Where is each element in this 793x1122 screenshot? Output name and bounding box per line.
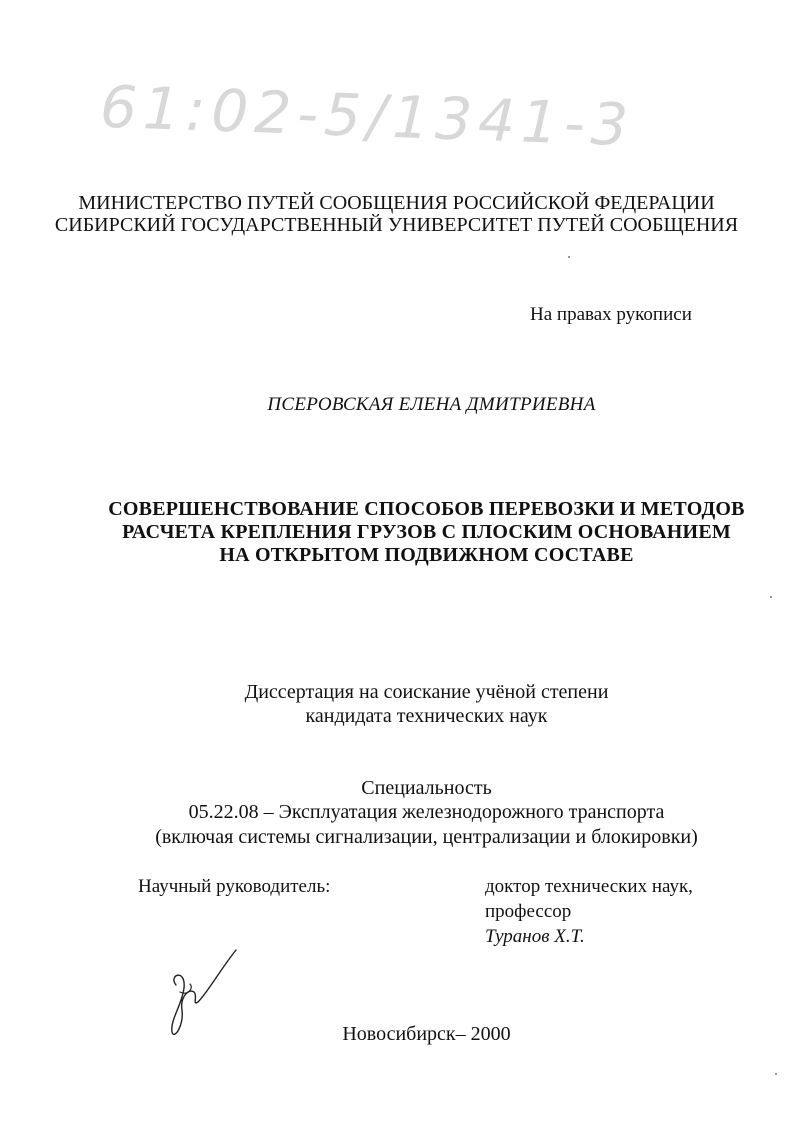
- scan-speck: [775, 1073, 777, 1075]
- manuscript-rights: На правах рукописи: [530, 304, 692, 325]
- author-name: ПСЕРОВСКАЯ ЕЛЕНА ДМИТРИЕВНА: [267, 394, 596, 415]
- degree-line-1: Диссертация на соискание учёной степени: [244, 681, 609, 703]
- specialty-code: 05.22.08 – Эксплуатация железнодорожного транспорта: [188, 801, 665, 823]
- specialty-description: (включая системы сигнализации, централизации и блокировки): [155, 826, 698, 848]
- advisor-name: Туранов Х.Т.: [485, 926, 585, 947]
- university-name: СИБИРСКИЙ ГОСУДАРСТВЕННЫЙ УНИВЕРСИТЕТ ПУТЕЙ СООБЩЕНИЯ: [54, 214, 739, 236]
- advisor-degree: доктор технических наук,: [485, 876, 693, 897]
- scan-speck: [568, 256, 570, 258]
- ministry-name: МИНИСТЕРСТВО ПУТЕЙ СООБЩЕНИЯ РОССИЙСКОЙ ФЕДЕРАЦИИ: [78, 192, 715, 214]
- title-line-1: СОВЕРШЕНСТВОВАНИЕ СПОСОБОВ ПЕРЕВОЗКИ И МЕТОДОВ: [108, 498, 745, 520]
- title-line-2: РАСЧЕТА КРЕПЛЕНИЯ ГРУЗОВ С ПЛОСКИМ ОСНОВАНИЕМ: [122, 521, 731, 543]
- archive-stamp: 61:02-5/1341-3: [98, 72, 635, 160]
- advisor-label: Научный руководитель:: [138, 876, 331, 897]
- advisor-position: профессор: [485, 901, 572, 922]
- scan-speck: [770, 596, 772, 598]
- specialty-heading: Специальность: [361, 777, 492, 799]
- city-year: Новосибирск– 2000: [342, 1023, 511, 1045]
- title-line-3: НА ОТКРЫТОМ ПОДВИЖНОМ СОСТАВЕ: [219, 544, 634, 566]
- degree-line-2: кандидата технических наук: [305, 705, 548, 727]
